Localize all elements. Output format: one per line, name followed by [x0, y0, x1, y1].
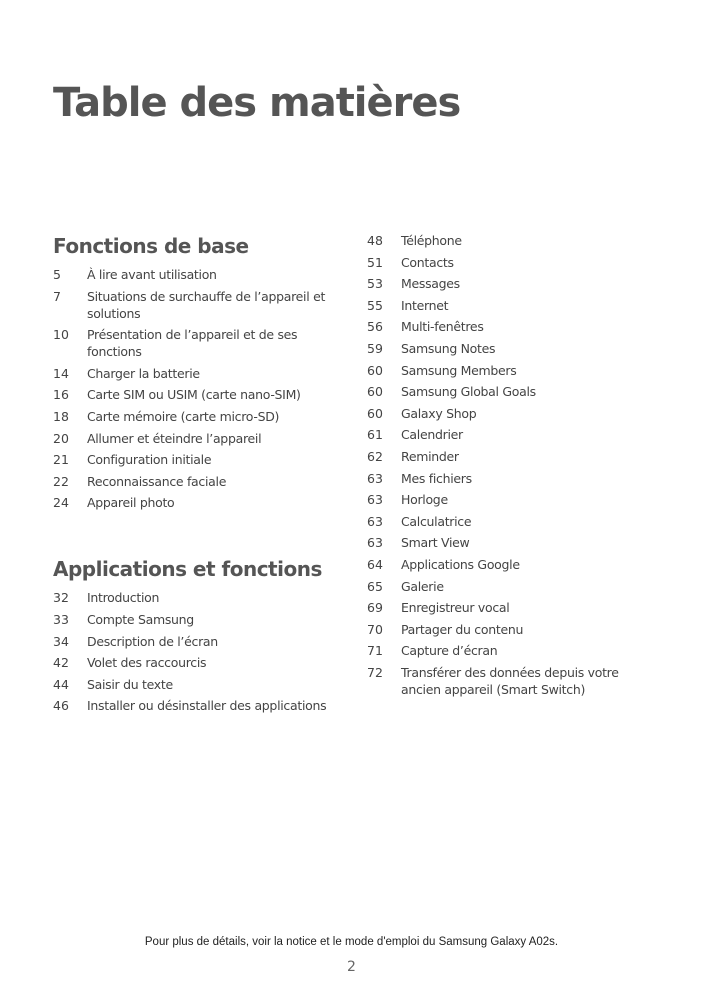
toc-entry-label: Smart View	[401, 535, 470, 551]
toc-page-number: 55	[367, 297, 383, 313]
toc-entry-label: Charger la batterie	[87, 365, 200, 381]
toc-entry[interactable]	[367, 491, 657, 508]
toc-entry-label: Mes fichiers	[401, 470, 472, 486]
toc-entry-label: Volet des raccourcis	[87, 655, 207, 671]
toc-entry[interactable]	[367, 318, 657, 335]
toc-entry[interactable]	[367, 664, 657, 698]
footer-note: Pour plus de détails, voir la notice et le mode d'emploi du Samsung Galaxy A02s.	[144, 936, 559, 948]
toc-entry[interactable]	[53, 451, 343, 468]
toc-entry-label: Calendrier	[401, 427, 463, 443]
toc-page-number: 21	[53, 452, 69, 468]
toc-entry[interactable]	[367, 599, 657, 616]
toc-page-number: 18	[53, 408, 69, 424]
toc-page-number: 59	[367, 340, 383, 356]
toc-entry-label: Configuration initiale	[87, 452, 212, 468]
toc-page-number: 71	[367, 643, 383, 659]
toc-entry[interactable]	[367, 621, 657, 638]
page-number: 2	[347, 959, 356, 975]
toc-page-number: 64	[367, 556, 383, 572]
toc-entry[interactable]	[53, 676, 343, 693]
toc-entry[interactable]	[367, 513, 657, 530]
toc-page-number: 63	[367, 535, 383, 551]
toc-entry-label: Téléphone	[401, 233, 462, 248]
toc-entry[interactable]	[53, 473, 343, 490]
toc-page-number: 10	[53, 327, 69, 343]
toc-page-number: 61	[367, 427, 383, 443]
toc-entry-label: Carte mémoire (carte micro-SD)	[87, 408, 280, 424]
toc-entry[interactable]	[367, 405, 657, 422]
toc-entry[interactable]	[53, 288, 343, 322]
toc-entry-label: Samsung Notes	[401, 340, 496, 356]
toc-entry-label: Capture d’écran	[401, 643, 498, 659]
toc-entry-label: À lire avant utilisation	[87, 267, 217, 282]
toc-page-number: 69	[367, 600, 383, 616]
toc-page-number: 16	[53, 387, 69, 403]
section-heading: Fonctions de base	[53, 234, 249, 258]
toc-entry-label: Messages	[401, 276, 460, 292]
toc-page-number: 60	[367, 362, 383, 378]
toc-page-number: 33	[53, 611, 69, 627]
toc-page-number: 34	[53, 633, 69, 649]
toc-entry[interactable]	[367, 470, 657, 487]
toc-page-number: 48	[367, 233, 383, 248]
toc-entry[interactable]	[367, 232, 657, 249]
toc-page-number: 70	[367, 621, 383, 637]
toc-page-number: 72	[367, 664, 383, 680]
toc-entry-label: Appareil photo	[87, 495, 175, 511]
toc-entry[interactable]	[367, 254, 657, 271]
toc-entry-label: Horloge	[401, 492, 448, 508]
toc-entry-label: Galerie	[401, 578, 444, 594]
toc-entry-label: Reconnaissance faciale	[87, 473, 227, 489]
toc-entry[interactable]	[367, 275, 657, 292]
toc-left-column	[53, 232, 343, 719]
toc-entry[interactable]	[367, 642, 657, 659]
toc-right-column	[367, 232, 657, 702]
toc-entry-label: Internet	[401, 297, 449, 313]
toc-entry-label: Samsung Global Goals	[401, 384, 536, 400]
toc-entry-label: Présentation de l’appareil et de ses fonctions	[87, 327, 298, 360]
toc-entry[interactable]	[53, 494, 343, 511]
toc-entry-label: Galaxy Shop	[401, 405, 477, 421]
toc-entry-label: Transférer des données depuis votre ancien appareil (Smart Switch)	[401, 664, 619, 697]
toc-page-number: 14	[53, 365, 69, 381]
toc-entry-label: Introduction	[87, 590, 160, 606]
toc-page-number: 51	[367, 254, 383, 270]
toc-entry-label: Calculatrice	[401, 513, 472, 529]
toc-entry[interactable]	[53, 365, 343, 382]
toc-entry[interactable]	[53, 589, 343, 606]
toc-entry[interactable]	[367, 578, 657, 595]
toc-entry-label: Situations de surchauffe de l’appareil et solutions	[87, 288, 326, 321]
toc-page-number: 7	[53, 288, 61, 304]
toc-entry[interactable]	[53, 654, 343, 671]
toc-entry[interactable]	[53, 266, 343, 283]
toc-entry[interactable]	[367, 383, 657, 400]
toc-entry-label: Carte SIM ou USIM (carte nano-SIM)	[87, 387, 301, 403]
toc-page-number: 65	[367, 578, 383, 594]
toc-entry[interactable]	[367, 534, 657, 551]
toc-page-number: 5	[53, 267, 61, 282]
toc-section-applications-et-fonctions	[53, 555, 343, 714]
section-heading: Applications et fonctions	[53, 557, 322, 582]
toc-entry[interactable]	[53, 697, 343, 714]
toc-page-number: 44	[53, 676, 69, 692]
toc-page-number: 63	[367, 470, 383, 486]
toc-page-number: 60	[367, 384, 383, 400]
toc-entry[interactable]	[367, 340, 657, 357]
toc-entry[interactable]	[367, 362, 657, 379]
toc-entry[interactable]	[367, 426, 657, 443]
toc-entry-label: Partager du contenu	[401, 621, 524, 637]
toc-page-number: 22	[53, 473, 69, 489]
toc-page-number: 56	[367, 319, 383, 335]
toc-entry[interactable]	[53, 386, 343, 403]
toc-page-number: 62	[367, 448, 383, 464]
toc-entry-label: Compte Samsung	[87, 611, 194, 627]
toc-entry[interactable]	[53, 633, 343, 650]
toc-entry-label: Enregistreur vocal	[401, 600, 510, 616]
toc-entry-label: Multi-fenêtres	[401, 319, 484, 335]
toc-entry[interactable]	[367, 556, 657, 573]
toc-entry-label: Reminder	[401, 448, 459, 464]
toc-entry-label: Installer ou désinstaller des applications	[87, 698, 327, 714]
toc-entry[interactable]	[53, 408, 343, 425]
toc-entry[interactable]	[53, 611, 343, 628]
toc-section-fonctions-de-base	[53, 232, 343, 511]
toc-entry-label: Allumer et éteindre l’appareil	[87, 430, 262, 446]
toc-page-number: 60	[367, 405, 383, 421]
toc-page-number: 63	[367, 492, 383, 508]
toc-page-number: 63	[367, 513, 383, 529]
toc-page-number: 20	[53, 430, 69, 446]
toc-entry[interactable]	[367, 297, 657, 314]
toc-entry-label: Applications Google	[401, 556, 520, 572]
toc-page-number: 32	[53, 590, 69, 606]
page-title: Table des matières	[53, 80, 461, 126]
toc-entry-label: Saisir du texte	[87, 676, 173, 692]
toc-entry-label: Description de l’écran	[87, 633, 218, 649]
toc-page-number: 24	[53, 495, 69, 511]
toc-entry[interactable]	[367, 448, 657, 465]
toc-page-number: 53	[367, 276, 383, 292]
toc-entry[interactable]	[53, 430, 343, 447]
toc-entry-label: Samsung Members	[401, 362, 517, 378]
toc-page-number: 46	[53, 698, 69, 714]
toc-page-number: 42	[53, 655, 69, 671]
toc-entry-label: Contacts	[401, 254, 454, 270]
toc-entry[interactable]	[53, 326, 343, 360]
